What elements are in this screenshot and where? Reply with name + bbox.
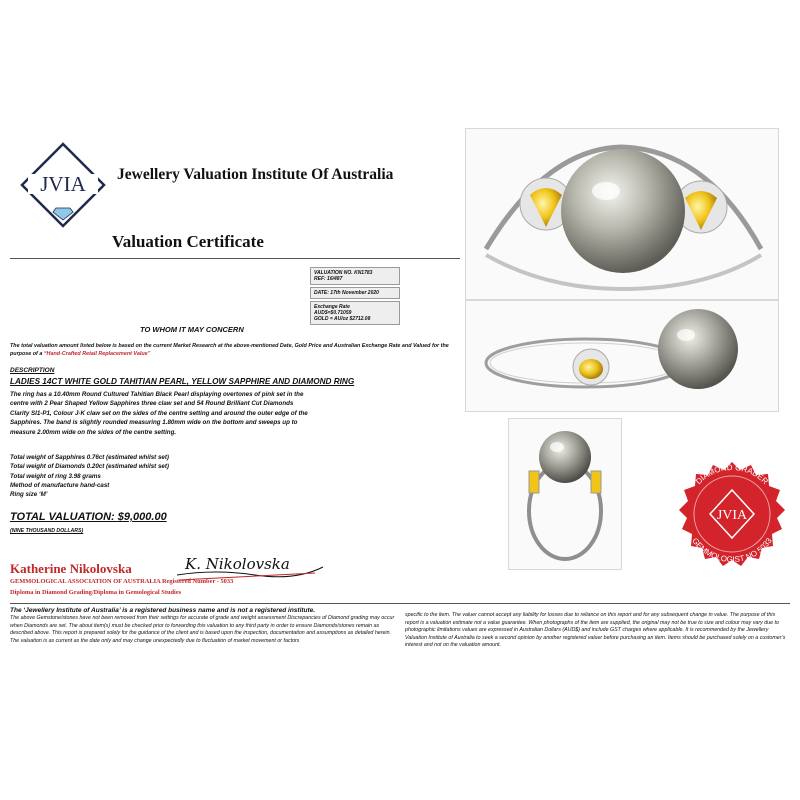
diploma-line: Diploma in Diamond Grading/Diploma in Gemological Studies (10, 589, 182, 596)
to-whom-heading: TO WHOM IT MAY CONCERN (140, 325, 244, 334)
footer-lead: The ‘Jewellery Institute of Australia’ is a registered business name and is not a registered institute. (10, 607, 316, 614)
valuation-date: DATE: 17th November 2020 (314, 290, 379, 296)
diamond-grader-seal (668, 450, 796, 578)
seal-top-text: DIAMOND GRADER (694, 462, 770, 487)
title-divider (10, 258, 460, 259)
ring-photo-side (465, 300, 779, 412)
total-valuation: TOTAL VALUATION: $9,000.00 (10, 511, 167, 523)
exchange-rate-label: Exchange Rate (314, 304, 350, 310)
intro-text: The total valuation amount listed below is based on the current Market Research at the above-mentioned Date, Gold Price and Australian Exchange Rate and Valued for the purpose of a (10, 343, 449, 357)
item-description: The ring has a 10.40mm Round Cultured Tahitian Black Pearl displaying overtones of pink set in the centre with 2 Pear Shaped Yellow Sapphires three claw set and 54 Round Brilliant Cut Diamonds Clarity SI1-P1, Colour J-K claw set on the sides of the centre setting and around the outer edge of the Sapphires. The band is slightly rounded measuring 1.80mm wide on the bottom and sweeps up to measure 2.00mm wide on the sides of the centre setting. (10, 391, 308, 436)
footer-disclaimer-left: The above Gemstone/stones have not been removed from their settings for accurate of grade and weight assessment Discrepancies of Diamond grading may occur when Diamonds are set. The about item(s) must be checked prior to forwarding this valuation to any third party in order to ensure Diamonds/stones remain as described above. This report is prepared solely for the guidance of the client and is based upon the inspection, documentation and assumptions as detailed herein. The valuation is as current as the date only and may change unexpectedly due to fluctuation of market movement or factors (10, 615, 395, 644)
reference-box (310, 267, 400, 327)
valuation-number: VALUATION NO. KN1783 (314, 270, 373, 276)
reference-number: REF: 16/487 (314, 276, 343, 282)
spec-ring-weight: Total weight of ring 3.98 grams (10, 472, 101, 480)
ring-photo-front (508, 418, 622, 570)
footer-divider (10, 603, 790, 604)
seal-bottom-text: GEMMOLOGIST NO 5033 (690, 536, 774, 565)
gold-price: GOLD = AU/oz $2712.08 (314, 316, 371, 322)
spec-ring-size: Ring size ‘M’ (10, 491, 48, 499)
valuation-purpose: “Hand-Crafted Retail Replacement Value” (43, 351, 151, 357)
description-heading: DESCRIPTION (10, 367, 55, 374)
association-registration: GEMMOLOGICAL ASSOCIATION OF AUSTRALIA Registered Number - 5033 (10, 578, 234, 585)
ring-photo-top (465, 128, 779, 300)
spec-diamond-weight: Total weight of Diamonds 0.20ct (estimated whilst set) (10, 463, 169, 471)
spec-sapphire-weight: Total weight of Sapphires 0.76ct (estimated whilst set) (10, 454, 169, 461)
institute-name: Jewellery Valuation Institute Of Australia (117, 166, 394, 183)
certificate-title: Valuation Certificate (112, 232, 264, 251)
intro-paragraph (10, 342, 460, 358)
signature-text: K. Nikolovska (185, 555, 290, 573)
footer-disclaimer-right: specific to the item. The valuer cannot accept any liability for losses due to reliance on this report and for any subsequent change in value. The purpose of this report is a valuation estimate not a value guarantee. When photographs of the item are supplied, the original may not be true to size and colour may vary due to photographic limitations values are expressed in Australian Dollars (AUD$) and include GST charges where applicable. It is recommended by the Jewellery Valuation Institute of Australia to seek a second opinion by another registered valuer before purchasing an item. Items should be purchased solely on a customer’s interest and not on the valuation amount. (405, 612, 786, 649)
spec-manufacture: Method of manufacture hand-cast (10, 481, 110, 489)
seal-logo-text: JVIA (716, 508, 748, 523)
exchange-rate: AUD$=$0.71059 (314, 310, 352, 316)
logo-text: JVIA (40, 172, 86, 196)
total-in-words: (NINE THOUSAND DOLLARS) (10, 528, 84, 534)
specs-list (10, 453, 310, 499)
footer-left (10, 606, 400, 645)
valuer-name: Katherine Nikolovska (10, 561, 132, 576)
item-title: LADIES 14CT WHITE GOLD TAHITIAN PEARL, YELLOW SAPPHIRE AND DIAMOND RING (10, 377, 355, 386)
jvia-logo (18, 140, 108, 230)
